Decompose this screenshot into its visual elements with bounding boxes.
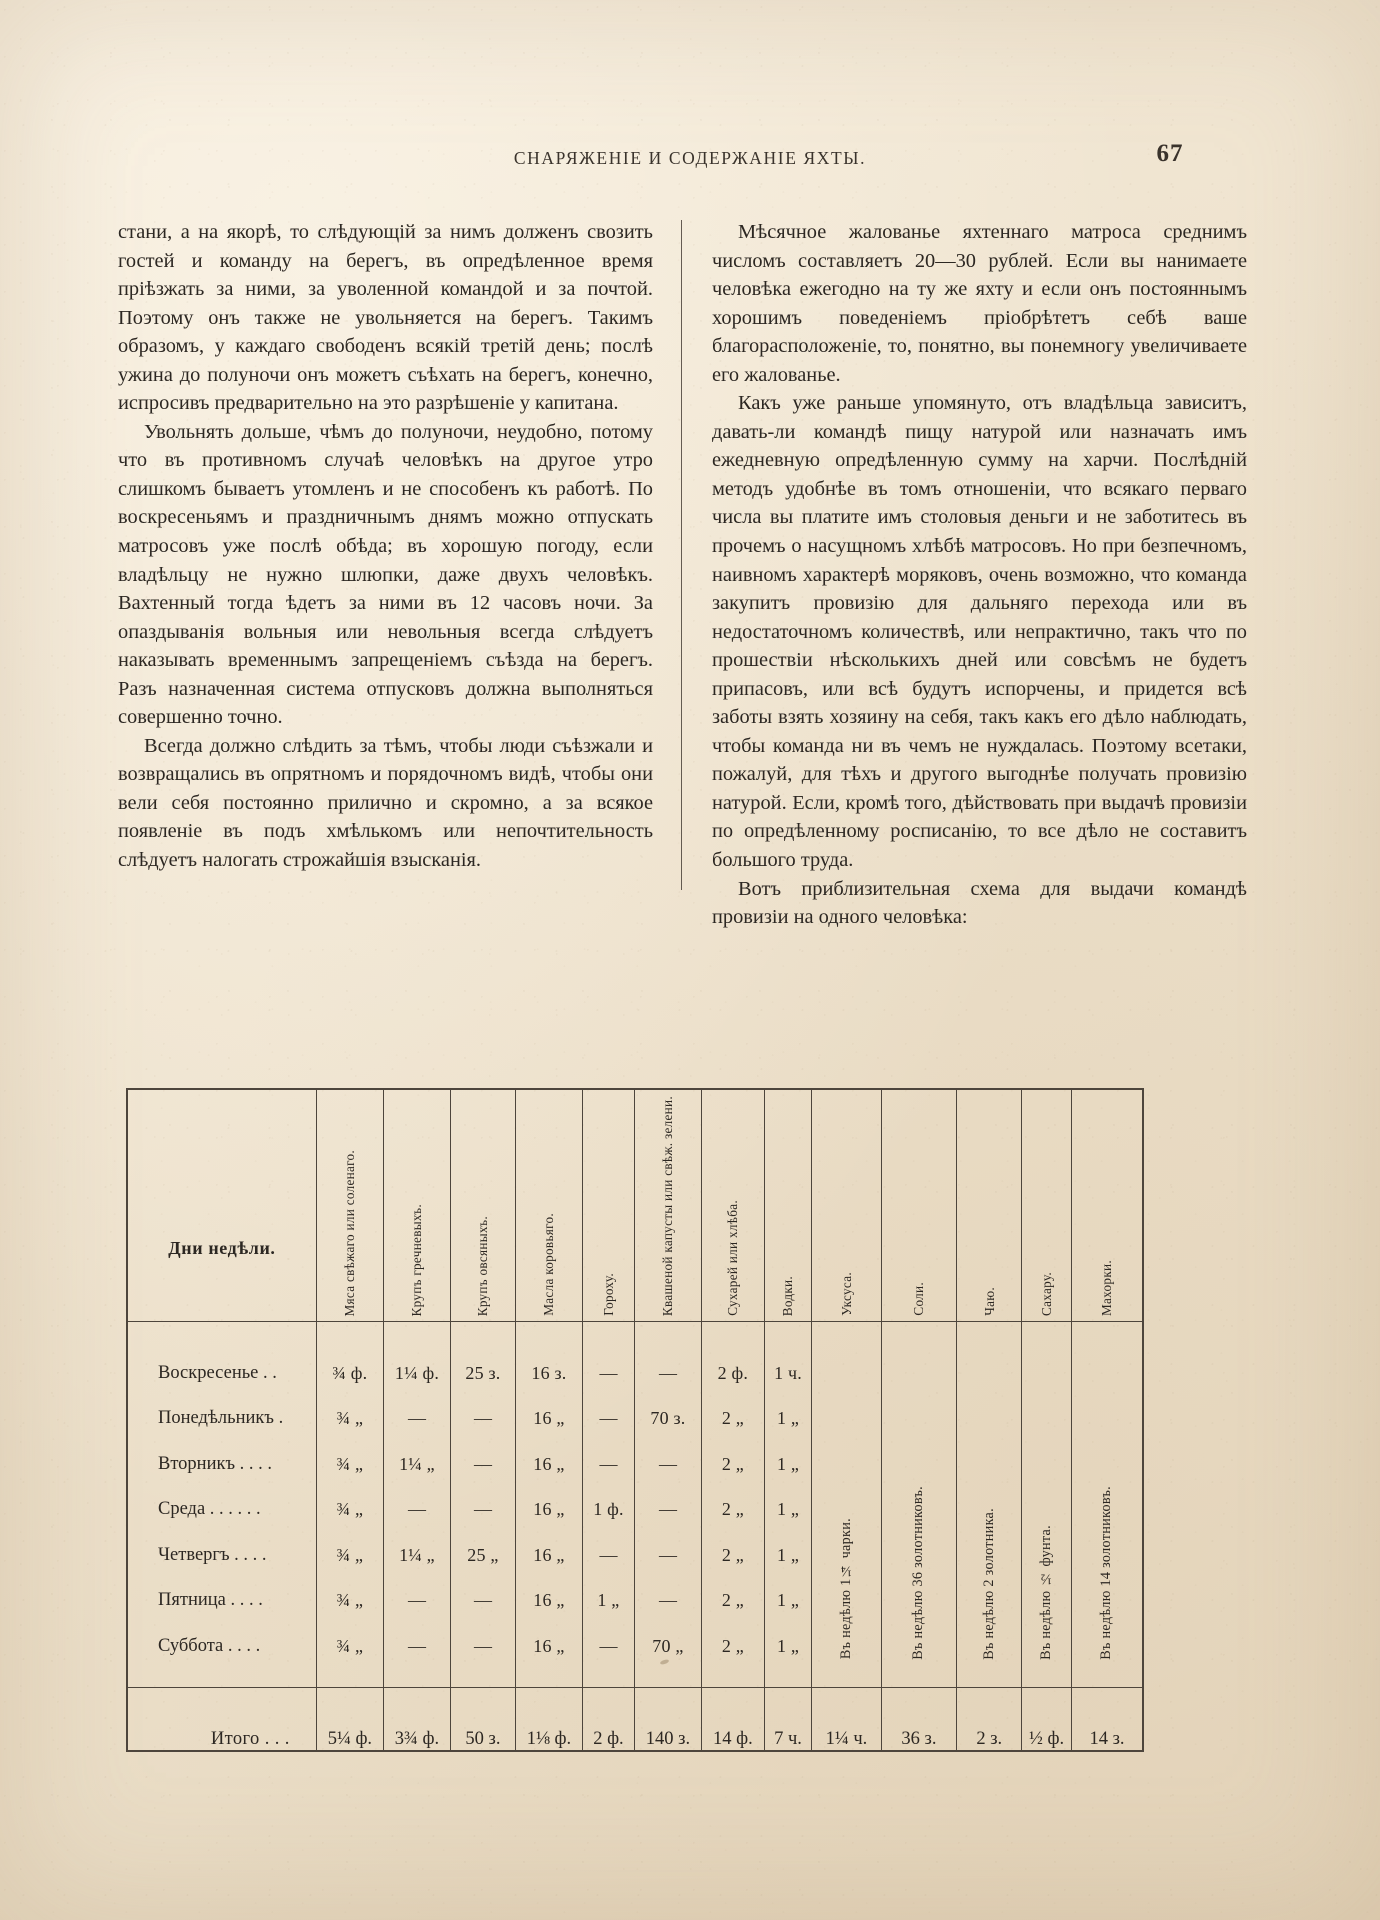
total-meat: 5¼ ф. — [316, 1687, 383, 1751]
right-text-column — [692, 218, 1247, 929]
header-day-label: Дни недѣли. — [168, 1238, 276, 1259]
cell-peas: — — [582, 1611, 634, 1671]
cell-peas: — — [582, 1322, 634, 1384]
spacer-cell — [127, 1671, 316, 1688]
row-day-name: Вторникъ . . . . — [127, 1429, 316, 1475]
header-tobacco-label: Махорки. — [1099, 1260, 1115, 1317]
cell-vodka: 1 „ — [764, 1611, 812, 1671]
spacer-cell — [812, 1671, 881, 1688]
spacer-cell — [881, 1671, 957, 1688]
row-day-name: Среда . . . . . . — [127, 1475, 316, 1521]
cell-bread: 2 „ — [701, 1611, 764, 1671]
cell-cabbage: — — [634, 1475, 701, 1521]
header-bread-label: Сухарей или хлѣба. — [725, 1200, 741, 1317]
cell-oat-groats: — — [451, 1566, 516, 1612]
running-head — [120, 148, 1260, 169]
spacer-cell — [582, 1671, 634, 1688]
cell-vinegar-weekly — [812, 1322, 881, 1671]
cell-vodka: 1 „ — [764, 1520, 812, 1566]
cell-cabbage: — — [634, 1429, 701, 1475]
provisions-table-wrapper — [126, 1088, 1144, 1752]
cell-vodka: 1 „ — [764, 1475, 812, 1521]
cell-buckwheat: — — [383, 1611, 450, 1671]
cell-buckwheat: 1¼ „ — [383, 1429, 450, 1475]
spacer-cell — [634, 1671, 701, 1688]
paragraph: стани, а на якорѣ, то слѣдующій за нимъ долженъ свозить гостей и команду на берегъ, въ опредѣленное время пріѣзжать за ними, за уволенной командой и за почтой. Поэтому онъ также не увольняется на берегъ. Такимъ образомъ, у каждаго свободенъ всякій третій день; послѣ ужина до полуночи онъ можетъ съѣхать на берегъ, конечно, испросивъ предварительно на это разрѣшеніе у капитана. — [118, 221, 653, 415]
header-tea — [957, 1089, 1022, 1322]
cell-vodka: 1 „ — [764, 1429, 812, 1475]
cell-oat-groats: 25 з. — [451, 1322, 516, 1384]
header-tea-label: Чаю. — [981, 1287, 997, 1317]
cell-cabbage: — — [634, 1566, 701, 1612]
cell-buckwheat: 1¼ „ — [383, 1520, 450, 1566]
cell-bread: 2 „ — [701, 1429, 764, 1475]
cell-buckwheat: — — [383, 1475, 450, 1521]
total-sugar: ½ ф. — [1022, 1687, 1072, 1751]
cell-bread: 2 ф. — [701, 1322, 764, 1384]
cell-oat-groats: — — [451, 1475, 516, 1521]
cell-meat: ¾ „ — [316, 1384, 383, 1430]
cell-bread: 2 „ — [701, 1384, 764, 1430]
cell-tea-weekly — [957, 1322, 1022, 1671]
cell-butter: 16 „ — [515, 1566, 582, 1612]
spacer-cell — [515, 1671, 582, 1688]
header-vodka — [764, 1089, 812, 1322]
cell-meat: ¾ „ — [316, 1475, 383, 1521]
row-day-name: Пятница . . . . — [127, 1566, 316, 1612]
cell-oat-groats: — — [451, 1429, 516, 1475]
row-day-name: Суббота . . . . — [127, 1611, 316, 1671]
header-meat-label: Мяса свѣжаго или соленаго. — [342, 1149, 358, 1317]
cell-vodka: 1 ч. — [764, 1322, 812, 1384]
cell-oat-groats: 25 „ — [451, 1520, 516, 1566]
cell-vodka: 1 „ — [764, 1384, 812, 1430]
paragraph: Какъ уже раньше упомянуто, отъ владѣльца зависитъ, давать-ли командѣ пищу натурой или назначать имъ ежедневную опредѣленную сумму на харчи. Послѣдній методъ удобнѣе въ томъ отношеніи, что всякаго перваго числа вы платите имъ столовыя деньги и не заботитесь въ прочемъ о насущномъ хлѣбѣ матросовъ. Но при безпечномъ, наивномъ характерѣ моряковъ, очень возможно, что команда закупитъ провизію для дальняго перехода или въ недостаточномъ количествѣ, или непрактично, такъ что по прошествіи нѣсколькихъ дней или совсѣмъ не будетъ припасовъ, или всѣ будутъ испорчены, и придется всѣ заботы взять хозяину на себя, такъ какъ его дѣло наблюдать, чтобы команда ни въ чемъ не нуждалась. Поэтому всетаки, пожалуй, для тѣхъ и другого выгоднѣе получать провизію натурой. Если, кромѣ того, дѣйствовать при выдачѣ провизіи по опредѣленному росписанію, то все дѣло не составитъ большого труда. — [712, 392, 1247, 872]
row-day-name: Воскресенье . . — [127, 1322, 316, 1384]
page-number: 67 — [1156, 140, 1184, 167]
total-tea: 2 з. — [957, 1687, 1022, 1751]
header-salt-label: Соли. — [911, 1282, 927, 1317]
header-peas — [582, 1089, 634, 1322]
cell-sugar-weekly-label: Въ недѣлю ½ фунта. — [1038, 1524, 1055, 1660]
table-row — [127, 1322, 1143, 1384]
cell-oat-groats: — — [451, 1611, 516, 1671]
header-vinegar-label: Уксуса. — [838, 1272, 854, 1317]
cell-vinegar-weekly-label: Въ недѣлю 1¼ чарки. — [837, 1518, 854, 1660]
cell-tobacco-weekly-label: Въ недѣлю 14 золотниковъ. — [1098, 1485, 1115, 1660]
cell-cabbage: 70 з. — [634, 1384, 701, 1430]
header-vodka-label: Водки. — [780, 1275, 796, 1317]
spacer-cell — [764, 1671, 812, 1688]
cell-butter: 16 „ — [515, 1611, 582, 1671]
header-bread — [701, 1089, 764, 1322]
header-sugar — [1022, 1089, 1072, 1322]
spacer-cell — [1022, 1671, 1072, 1688]
left-text-column — [118, 218, 671, 898]
cell-cabbage: 70 „ — [634, 1611, 701, 1671]
total-label: Итого . . . — [127, 1687, 316, 1751]
header-oat-groats-label: Крупъ овсяныхъ. — [475, 1215, 491, 1317]
header-meat — [316, 1089, 383, 1322]
cell-meat: ¾ „ — [316, 1520, 383, 1566]
running-head-title: СНАРЯЖЕНІЕ И СОДЕРЖАНІЕ ЯХТЫ. — [513, 148, 867, 168]
cell-peas: — — [582, 1384, 634, 1430]
column-divider-rule — [681, 220, 682, 890]
cell-butter: 16 „ — [515, 1520, 582, 1566]
header-tobacco — [1071, 1089, 1143, 1322]
spacer-cell — [701, 1671, 764, 1688]
cell-vodka: 1 „ — [764, 1566, 812, 1612]
cell-tea-weekly-label: Въ недѣлю 2 золотника. — [980, 1507, 997, 1660]
total-salt: 36 з. — [881, 1687, 957, 1751]
cell-peas: — — [582, 1429, 634, 1475]
cell-meat: ¾ ф. — [316, 1322, 383, 1384]
header-buckwheat — [383, 1089, 450, 1322]
total-butter: 1⅛ ф. — [515, 1687, 582, 1751]
cell-salt-weekly — [881, 1322, 957, 1671]
header-cabbage-label: Квашеной капусты или свѣж. зелени. — [660, 1096, 676, 1317]
cell-peas: 1 ф. — [582, 1475, 634, 1521]
paragraph: Увольнять дольше, чѣмъ до полуночи, неудобно, потому что въ противномъ случаѣ человѣкъ на другое утро слишкомъ бываетъ утомленъ и не способенъ къ работѣ. По воскресеньямъ и праздничнымъ днямъ можно отпускать матросовъ уже послѣ обѣда; въ хорошую погоду, если владѣльцу не нужно шлюпки, даже двухъ человѣкъ. Вахтенный тогда ѣдетъ за ними въ 12 часовъ ночи. За опаздыванія вольныя или невольныя всегда слѣдуетъ наказывать временнымъ запрещеніемъ съѣзда на берегъ. Разъ назначенная система отпусковъ должна выполняться совершенно точно. — [118, 420, 653, 729]
total-buckwheat: 3¾ ф. — [383, 1687, 450, 1751]
provisions-table — [126, 1088, 1144, 1752]
row-day-name: Понедѣльникъ . — [127, 1384, 316, 1430]
header-butter — [515, 1089, 582, 1322]
paragraph: Всегда должно слѣдить за тѣмъ, чтобы люди съѣзжали и возвращались въ опрятномъ и порядочномъ видѣ, чтобы они вели себя постоянно прилично и скромно, а за всякое появленіе въ подъ хмѣлькомъ или непочтительность слѣдуетъ налогать строжайшія взысканія. — [118, 734, 653, 872]
table-header-row — [127, 1089, 1143, 1322]
total-tobacco: 14 з. — [1071, 1687, 1143, 1751]
header-vinegar — [812, 1089, 881, 1322]
total-oat-groats: 50 з. — [451, 1687, 516, 1751]
header-salt — [881, 1089, 957, 1322]
cell-bread: 2 „ — [701, 1566, 764, 1612]
cell-oat-groats: — — [451, 1384, 516, 1430]
cell-butter: 16 „ — [515, 1475, 582, 1521]
paragraph: Вотъ приблизительная схема для выдачи командѣ провизіи на одного человѣка: — [712, 877, 1247, 929]
cell-buckwheat: 1¼ ф. — [383, 1322, 450, 1384]
cell-tobacco-weekly — [1071, 1322, 1143, 1671]
total-vinegar: 1¼ ч. — [812, 1687, 881, 1751]
spacer-cell — [316, 1671, 383, 1688]
cell-meat: ¾ „ — [316, 1566, 383, 1612]
cell-butter: 16 з. — [515, 1322, 582, 1384]
paragraph: Мѣсячное жалованье яхтеннаго матроса среднимъ числомъ составляетъ 20—30 рублей. Если вы нанимаете человѣка ежегодно на ту же яхту и если онъ постояннымъ хорошимъ поведеніемъ пріобрѣтетъ себѣ ваше благорасположеніе, то, понятно, вы понемногу увеличиваете его жалованье. — [712, 221, 1247, 386]
cell-butter: 16 „ — [515, 1384, 582, 1430]
cell-sugar-weekly — [1022, 1322, 1072, 1671]
spacer-cell — [451, 1671, 516, 1688]
cell-butter: 16 „ — [515, 1429, 582, 1475]
table-spacer-row — [127, 1671, 1143, 1688]
cell-bread: 2 „ — [701, 1475, 764, 1521]
cell-meat: ¾ „ — [316, 1429, 383, 1475]
cell-cabbage: — — [634, 1322, 701, 1384]
header-cabbage — [634, 1089, 701, 1322]
cell-salt-weekly-label: Въ недѣлю 36 золотниковъ. — [910, 1485, 927, 1660]
cell-peas: — — [582, 1520, 634, 1566]
body-text-columns — [118, 218, 1263, 929]
spacer-cell — [1071, 1671, 1143, 1688]
cell-cabbage: — — [634, 1520, 701, 1566]
spacer-cell — [383, 1671, 450, 1688]
total-peas: 2 ф. — [582, 1687, 634, 1751]
cell-buckwheat: — — [383, 1566, 450, 1612]
row-day-name: Четвергъ . . . . — [127, 1520, 316, 1566]
header-peas-label: Гороху. — [600, 1273, 616, 1317]
cell-meat: ¾ „ — [316, 1611, 383, 1671]
table-total-row — [127, 1687, 1143, 1751]
header-buckwheat-label: Крупъ гречневыхъ. — [409, 1203, 425, 1317]
cell-bread: 2 „ — [701, 1520, 764, 1566]
total-cabbage: 140 з. — [634, 1687, 701, 1751]
cell-peas: 1 „ — [582, 1566, 634, 1612]
header-sugar-label: Сахару. — [1038, 1272, 1054, 1317]
header-butter-label: Масла коровьяго. — [541, 1213, 557, 1317]
cell-buckwheat: — — [383, 1384, 450, 1430]
total-bread: 14 ф. — [701, 1687, 764, 1751]
header-day-of-week — [127, 1089, 316, 1322]
total-vodka: 7 ч. — [764, 1687, 812, 1751]
spacer-cell — [957, 1671, 1022, 1688]
header-oat-groats — [451, 1089, 516, 1322]
